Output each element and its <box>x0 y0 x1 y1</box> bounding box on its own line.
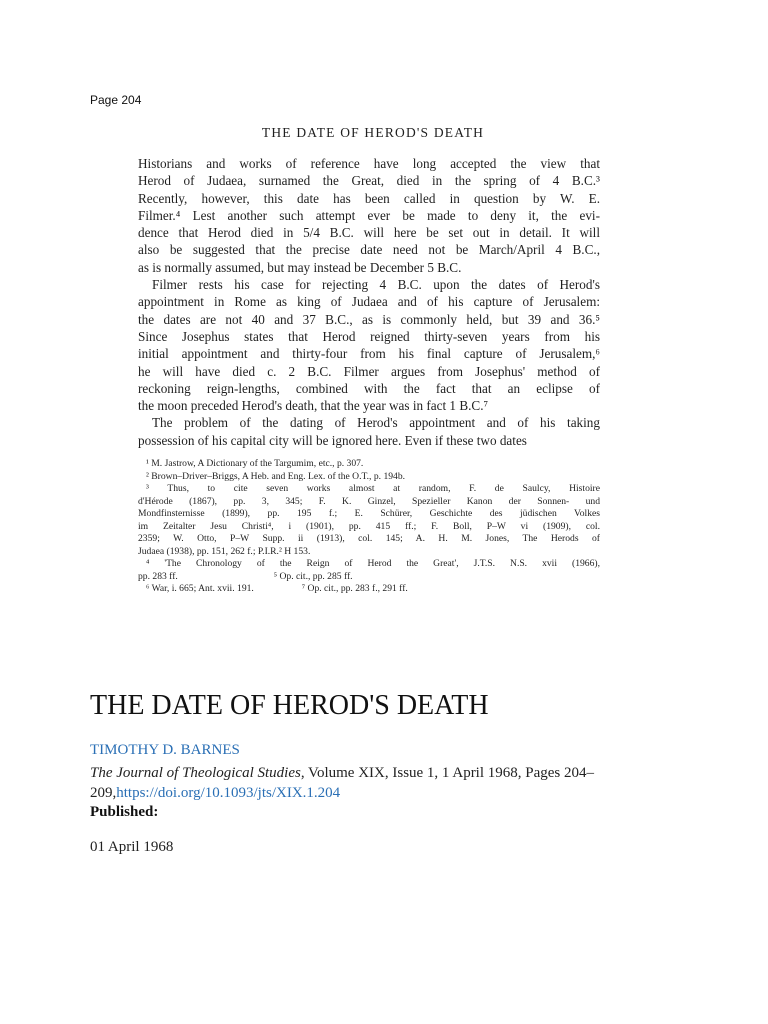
scan-body-line: he will have died c. 2 B.C. Filmer argues from Josephus' method of <box>138 363 600 379</box>
scan-body-text <box>138 155 600 449</box>
scan-body-line: the moon preceded Herod's death, that the year was in fact 1 B.C.⁷ <box>138 398 489 414</box>
scan-footnotes <box>138 458 600 596</box>
scan-body-line: Filmer rests his case for rejecting 4 B.C. upon the dates of Herod's <box>152 277 600 293</box>
scan-footnote-line: ³ Thus, to cite seven works almost at random, F. de Saulcy, Histoire <box>146 483 600 495</box>
published-label: Published: <box>90 804 159 820</box>
scan-body-line: Filmer.⁴ Lest another such attempt ever be made to deny it, the evi- <box>138 207 600 223</box>
scan-body-line: Recently, however, this date has been called in question by W. E. <box>138 190 600 206</box>
scan-body-line: as is normally assumed, but may instead be December 5 B.C. <box>138 259 462 275</box>
scan-body-line: Since Josephus states that Herod reigned thirty-seven years from his <box>138 328 600 344</box>
scan-body-line: Historians and works of reference have long accepted the view that <box>138 156 600 171</box>
scan-body-line: reckoning reign-lengths, combined with the fact that an eclipse of <box>138 380 600 396</box>
page-label: Page 204 <box>90 93 142 107</box>
scan-body-line: dence that Herod died in 5/4 B.C. will here be set out in detail. It will <box>138 225 600 241</box>
scan-body-line: the dates are not 40 and 37 B.C., as is commonly held, but 39 and 36.⁵ <box>138 311 600 327</box>
scan-body-line: appointment in Rome as king of Judaea and of his capture of Jerusalem: <box>138 294 600 310</box>
scan-title: THE DATE OF HEROD'S DEATH <box>261 125 485 140</box>
scan-footnote-line: Mondfinsternisse (1899), pp. 195 f.; E. Schürer, Geschichte des jüdischen Volkes <box>138 508 600 520</box>
scan-footnote-line: d'Hérode (1867), pp. 3, 345; F. K. Ginzel, Spezieller Kanon der Sonnen- und <box>138 495 600 507</box>
scan-body-line: initial appointment and thirty-four from his final capture of Jerusalem,⁶ <box>138 346 600 362</box>
citation-details: , Volume XIX, Issue 1, 1 April 1968, Pages 204–209, <box>90 765 595 801</box>
scan-footnote-line: ¹ M. Jastrow, A Dictionary of the Targumim, etc., p. 307. <box>146 458 364 470</box>
scan-footnote-line: ⁶ War, i. 665; Ant. xvii. 191. ⁷ Op. cit., pp. 283 f., 291 ff. <box>146 583 408 595</box>
scan-footnote-line: im Zeitalter Jesu Christi⁴, i (1901), pp. 415 ff.; F. Boll, P–W vi (1909), col. <box>138 520 600 532</box>
scanned-page-image <box>138 125 600 596</box>
scan-footnote-line: ⁴ 'The Chronology of the Reign of Herod the Great', J.T.S. N.S. xvii (1966), <box>146 558 600 570</box>
scan-body-line: also be suggested that the precise date need not be March/April 4 B.C., <box>138 242 600 258</box>
article-metadata <box>90 690 690 856</box>
scan-body-line: Herod of Judaea, surnamed the Great, died in the spring of 4 B.C.³ <box>138 173 600 189</box>
doi-link[interactable]: https://doi.org/10.1093/jts/XIX.1.204 <box>116 785 341 801</box>
scan-body-line: The problem of the dating of Herod's appointment and of his taking <box>152 415 600 431</box>
journal-name: The Journal of Theological Studies <box>90 765 301 781</box>
scan-footnote-line: Judaea (1938), pp. 151, 262 f.; P.I.R.² H 153. <box>138 545 311 557</box>
scan-footnote-line: pp. 283 ff. ⁵ Op. cit., pp. 285 ff. <box>138 570 353 582</box>
article-title: THE DATE OF HEROD'S DEATH <box>90 690 489 721</box>
author-link[interactable]: TIMOTHY D. BARNES <box>90 742 240 758</box>
scan-footnote-line: ² Brown–Driver–Briggs, A Heb. and Eng. Lex. of the O.T., p. 194b. <box>146 470 406 482</box>
published-date: 01 April 1968 <box>90 839 174 855</box>
scan-body-line: possession of his capital city will be ignored here. Even if these two dates <box>138 432 527 448</box>
scan-footnote-line: 2359; W. Otto, P–W Supp. ii (1913), col. 145; A. H. M. Jones, The Herods of <box>138 533 600 545</box>
citation <box>90 763 690 803</box>
